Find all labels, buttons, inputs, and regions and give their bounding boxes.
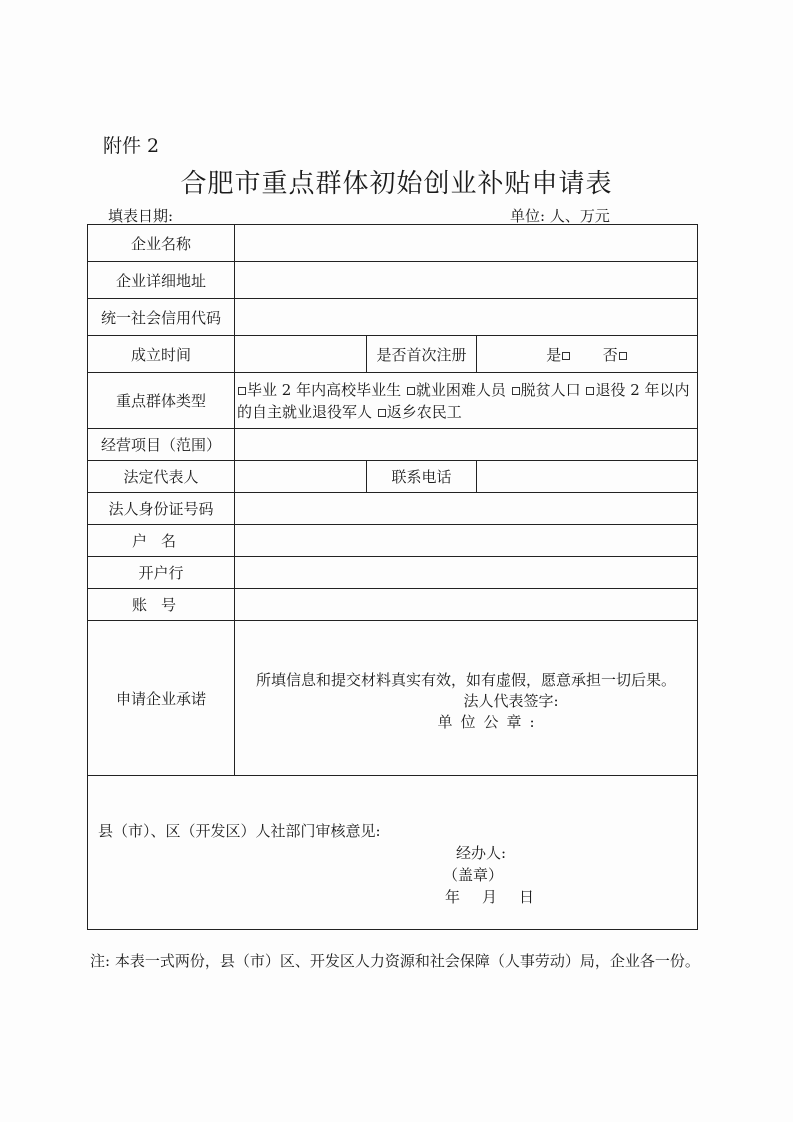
commitment-cell	[235, 621, 698, 776]
yes-label: 是	[546, 345, 562, 364]
review-label: 县（市）、区（开发区）人社部门审核意见:	[98, 822, 381, 840]
commitment-label: 申请企业承诺	[88, 621, 235, 776]
difficulty-checkbox[interactable]	[407, 387, 415, 395]
commitment-seal-label: 单位公章:	[437, 712, 543, 731]
first-registration-options	[477, 336, 698, 373]
veteran-option: 退役 2 年以内的自主就业退役军人	[237, 380, 690, 421]
group-type-label: 重点群体类型	[88, 373, 235, 429]
bank-field[interactable]	[235, 557, 698, 589]
poverty-option: 脱贫人口	[520, 380, 581, 399]
group-type-options	[235, 373, 698, 429]
no-checkbox[interactable]	[619, 352, 627, 360]
commitment-sign-label: 法人代表签字:	[463, 691, 559, 710]
attachment-label: 附件 2	[103, 135, 160, 157]
review-cell	[88, 776, 698, 930]
legal-rep-field[interactable]	[235, 461, 367, 493]
handler-label: 经办人:	[456, 844, 507, 862]
returnee-option: 返乡农民工	[386, 402, 462, 421]
date-label: 年月日	[445, 888, 557, 906]
phone-label: 联系电话	[367, 461, 477, 493]
no-label: 否	[602, 345, 618, 364]
unit-label: 单位: 人、万元	[510, 207, 610, 225]
bank-label: 开户行	[88, 557, 235, 589]
account-no-field[interactable]	[235, 589, 698, 621]
established-label: 成立时间	[88, 336, 235, 373]
account-name-field[interactable]	[235, 525, 698, 557]
graduate-option: 毕业 2 年内高校毕业生	[247, 380, 402, 399]
company-name-label: 企业名称	[88, 225, 235, 262]
legal-rep-label: 法定代表人	[88, 461, 235, 493]
legal-id-label: 法人身份证号码	[88, 493, 235, 525]
company-name-field[interactable]	[235, 225, 698, 262]
footer-note: 注: 本表一式两份，县（市）区、开发区人力资源和社会保障（人事劳动）局，企业各一份。	[90, 952, 700, 970]
legal-id-field[interactable]	[235, 493, 698, 525]
returnee-checkbox[interactable]	[378, 409, 386, 417]
veteran-checkbox[interactable]	[586, 387, 594, 395]
fill-date-label: 填表日期:	[108, 207, 174, 225]
account-name-label: 户名	[88, 525, 235, 557]
established-field[interactable]	[235, 336, 367, 373]
business-scope-field[interactable]	[235, 429, 698, 461]
commitment-text: 所填信息和提交材料真实有效，如有虚假，愿意承担一切后果。	[255, 670, 676, 689]
page-title: 合肥市重点群体初始创业补贴申请表	[180, 169, 613, 199]
business-scope-label: 经营项目（范围）	[88, 429, 235, 461]
seal-label: （盖章）	[443, 866, 504, 884]
application-form	[87, 224, 698, 930]
phone-field[interactable]	[477, 461, 698, 493]
company-address-label: 企业详细地址	[88, 262, 235, 299]
account-no-label: 账号	[88, 589, 235, 621]
poverty-checkbox[interactable]	[512, 387, 520, 395]
graduate-checkbox[interactable]	[238, 387, 246, 395]
yes-checkbox[interactable]	[562, 352, 570, 360]
difficulty-option: 就业困难人员	[415, 380, 506, 399]
first-registration-label: 是否首次注册	[367, 336, 477, 373]
credit-code-field[interactable]	[235, 299, 698, 336]
credit-code-label: 统一社会信用代码	[88, 299, 235, 336]
company-address-field[interactable]	[235, 262, 698, 299]
